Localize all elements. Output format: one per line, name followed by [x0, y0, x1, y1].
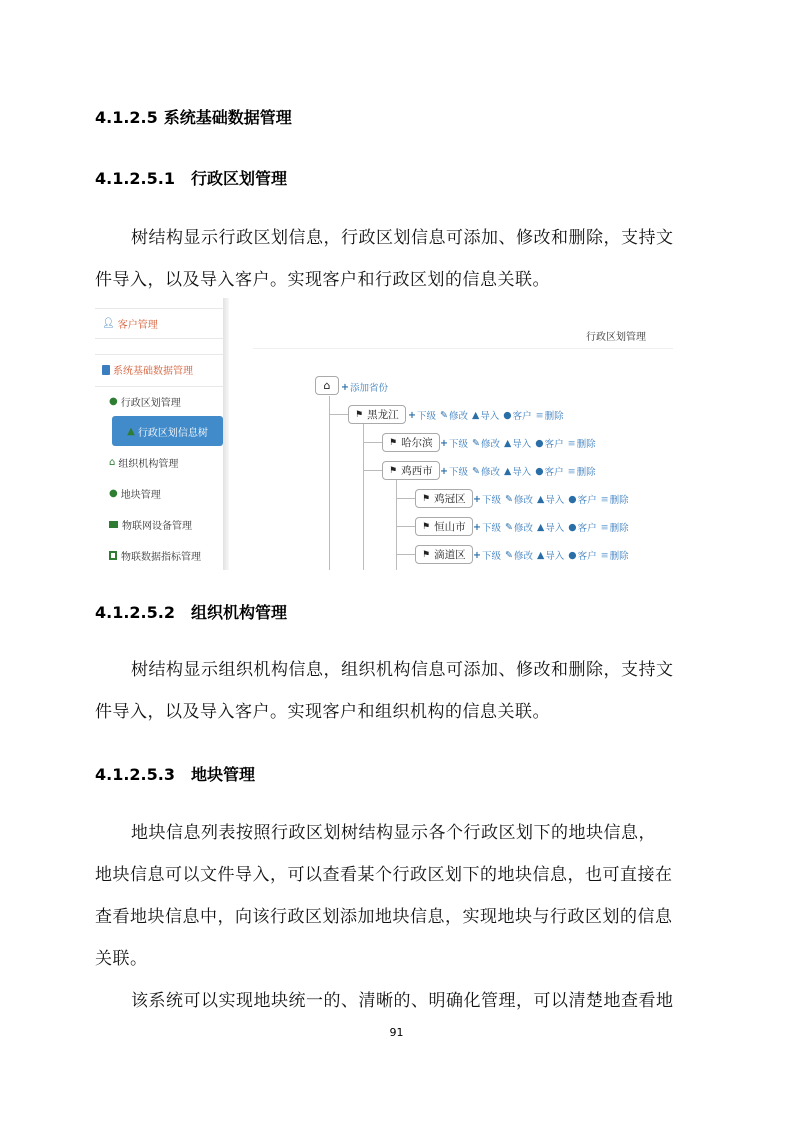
flag-icon: ⚑	[422, 549, 431, 560]
import-button[interactable]: ▲ 导入	[536, 493, 565, 506]
edit-icon: ✎	[439, 409, 448, 421]
flag-icon: ⚑	[355, 409, 364, 420]
heading-system-base-data: 4.1.2.5 系统基础数据管理	[95, 108, 292, 127]
sidebar-item-customer-mgmt[interactable]: 👤︎ 客户管理	[102, 318, 158, 331]
delete-button[interactable]: ≡ 删除	[600, 521, 629, 534]
book-icon	[102, 365, 110, 375]
divider	[253, 348, 673, 349]
sidebar	[95, 298, 223, 570]
trash-icon: ≡	[600, 521, 609, 533]
trash-icon: ≡	[600, 549, 609, 561]
add-child-button[interactable]: + 下级	[473, 521, 501, 534]
flag-icon: ⚑	[389, 437, 398, 448]
tree-line	[396, 480, 397, 570]
customer-button[interactable]: ● 客户	[568, 521, 597, 534]
tree-line	[396, 498, 416, 499]
tree-line	[363, 424, 364, 570]
plus-icon: +	[473, 521, 481, 533]
import-button[interactable]: ▲ 导入	[536, 521, 565, 534]
divider	[95, 308, 223, 309]
customer-button[interactable]: ● 客户	[535, 437, 564, 450]
heading-org-mgmt: 4.1.2.5.2 组织机构管理	[95, 603, 287, 622]
paragraph-org-mgmt: 树结构显示组织机构信息，组织机构信息可添加、修改和删除，支持文 件导入，以及导入客户。实现客户和组织机构的信息关联。	[95, 660, 674, 722]
panel-title: 行政区划管理	[586, 332, 646, 343]
page-number: 91	[389, 1026, 404, 1039]
customer-button[interactable]: ● 客户	[535, 465, 564, 478]
sidebar-item-admin-division-tree[interactable]: ▲ 行政区划信息树	[112, 416, 223, 446]
tree-line	[329, 396, 330, 570]
road-icon: ▲	[536, 493, 545, 505]
tree-root-node[interactable]	[315, 376, 339, 395]
customer-button[interactable]: ● 客户	[568, 493, 597, 506]
edit-icon: ✎	[504, 493, 513, 505]
add-child-button[interactable]: + 下级	[473, 549, 501, 562]
add-child-button[interactable]: + 下级	[408, 409, 436, 422]
tree-node[interactable]: ⚑ 哈尔滨	[382, 433, 440, 452]
plus-icon: +	[408, 409, 416, 421]
sidebar-item-iot-device-mgmt[interactable]: 物联网设备管理	[109, 517, 192, 532]
floppy-icon	[109, 551, 117, 560]
edit-icon: ✎	[471, 465, 480, 477]
import-button[interactable]: ▲ 导入	[471, 409, 500, 422]
home-icon: ⌂	[323, 379, 331, 392]
user-icon: ●	[535, 437, 544, 449]
heading-admin-division: 4.1.2.5.1 行政区划管理	[95, 169, 287, 188]
delete-button[interactable]: ≡ 删除	[600, 493, 629, 506]
node-actions	[473, 492, 633, 506]
tree-icon: ▲	[127, 425, 135, 437]
heading-land-mgmt: 4.1.2.5.3 地块管理	[95, 765, 255, 784]
node-actions	[473, 520, 633, 534]
flag-icon: ⚑	[422, 493, 431, 504]
customer-button[interactable]: ● 客户	[568, 549, 597, 562]
trash-icon: ≡	[535, 409, 544, 421]
sidebar-item-admin-division-mgmt[interactable]: ● 行政区划管理	[109, 396, 181, 409]
paragraph-land-mgmt: 地块信息列表按照行政区划树结构显示各个行政区划下的地块信息， 地块信息可以文件导入，可以查看某个行政区划下的地块信息，也可直接在 查看地块信息中，向该行政区划添加地块信息，实现地块与行政区划的信息 关联。 该系统可以实现地块统一的、清晰的、明确化管理，可以清楚地查看地	[95, 823, 674, 1011]
delete-button[interactable]: ≡ 删除	[567, 465, 596, 478]
node-actions	[440, 436, 600, 450]
paragraph-admin-division: 树结构显示行政区划信息，行政区划信息可添加、修改和删除，支持文 件导入，以及导入客户。实现客户和行政区划的信息关联。	[95, 228, 674, 290]
tree-node[interactable]: ⚑ 鸡西市	[382, 461, 440, 480]
edit-button[interactable]: ✎ 修改	[471, 437, 500, 450]
edit-button[interactable]: ✎ 修改	[439, 409, 468, 422]
delete-button[interactable]: ≡ 删除	[600, 549, 629, 562]
divider	[95, 386, 223, 387]
user-icon: ●	[568, 493, 577, 505]
tree-line	[329, 414, 349, 415]
sidebar-item-land-mgmt[interactable]: ● 地块管理	[109, 488, 161, 501]
globe-icon: ●	[109, 396, 118, 407]
tree-node[interactable]: ⚑ 恒山市	[415, 517, 473, 536]
import-button[interactable]: ▲ 导入	[503, 437, 532, 450]
plus-icon: +	[440, 437, 448, 449]
sidebar-item-base-data-mgmt[interactable]: 系统基础数据管理	[102, 362, 193, 377]
delete-button[interactable]: ≡ 删除	[535, 409, 564, 422]
edit-button[interactable]: ✎ 修改	[504, 549, 533, 562]
tree-node[interactable]: ⚑ 滴道区	[415, 545, 473, 564]
road-icon: ▲	[503, 437, 512, 449]
road-icon: ▲	[503, 465, 512, 477]
plus-icon: +	[440, 465, 448, 477]
trash-icon: ≡	[567, 465, 576, 477]
divider	[95, 338, 223, 339]
edit-button[interactable]: ✎ 修改	[471, 465, 500, 478]
import-button[interactable]: ▲ 导入	[503, 465, 532, 478]
tree-node[interactable]: ⚑ 鸡冠区	[415, 489, 473, 508]
edit-button[interactable]: ✎ 修改	[504, 493, 533, 506]
user-icon: ●	[535, 465, 544, 477]
add-child-button[interactable]: + 下级	[440, 465, 468, 478]
edit-icon: ✎	[471, 437, 480, 449]
tree-line	[396, 526, 416, 527]
admin-division-screenshot	[95, 298, 695, 570]
home-icon: ⌂	[109, 457, 116, 468]
delete-button[interactable]: ≡ 删除	[567, 437, 596, 450]
trash-icon: ≡	[600, 493, 609, 505]
sidebar-edge	[223, 298, 229, 570]
road-icon: ▲	[471, 409, 480, 421]
node-actions	[473, 548, 633, 562]
user-icon: 👤︎	[102, 318, 115, 329]
sidebar-item-org-mgmt[interactable]: ⌂ 组织机构管理	[109, 457, 179, 470]
user-icon: ●	[503, 409, 512, 421]
sidebar-item-iot-data-index-mgmt[interactable]: 物联数据指标管理	[109, 548, 201, 563]
node-actions	[440, 464, 600, 478]
road-icon: ▲	[536, 549, 545, 561]
divider	[95, 354, 223, 355]
user-icon: ●	[568, 549, 577, 561]
flag-icon: ⚑	[389, 465, 398, 476]
trash-icon: ≡	[567, 437, 576, 449]
tree-node[interactable]: ⚑ 黑龙江	[348, 405, 406, 424]
flag-icon: ⚑	[422, 521, 431, 532]
edit-icon: ✎	[504, 549, 513, 561]
plus-icon: +	[473, 549, 481, 561]
import-button[interactable]: ▲ 导入	[536, 549, 565, 562]
globe-icon: ●	[109, 488, 118, 499]
plus-icon: +	[473, 493, 481, 505]
add-province-button[interactable]: + 添加省份	[341, 381, 388, 394]
tree-line	[396, 554, 416, 555]
customer-button[interactable]: ● 客户	[503, 409, 532, 422]
add-child-button[interactable]: + 下级	[473, 493, 501, 506]
road-icon: ▲	[536, 521, 545, 533]
video-camera-icon	[109, 521, 118, 528]
plus-icon: +	[341, 381, 349, 393]
tree-line	[363, 442, 383, 443]
node-actions	[408, 408, 568, 422]
edit-icon: ✎	[504, 521, 513, 533]
user-icon: ●	[568, 521, 577, 533]
edit-button[interactable]: ✎ 修改	[504, 521, 533, 534]
add-child-button[interactable]: + 下级	[440, 437, 468, 450]
tree-line	[363, 470, 383, 471]
